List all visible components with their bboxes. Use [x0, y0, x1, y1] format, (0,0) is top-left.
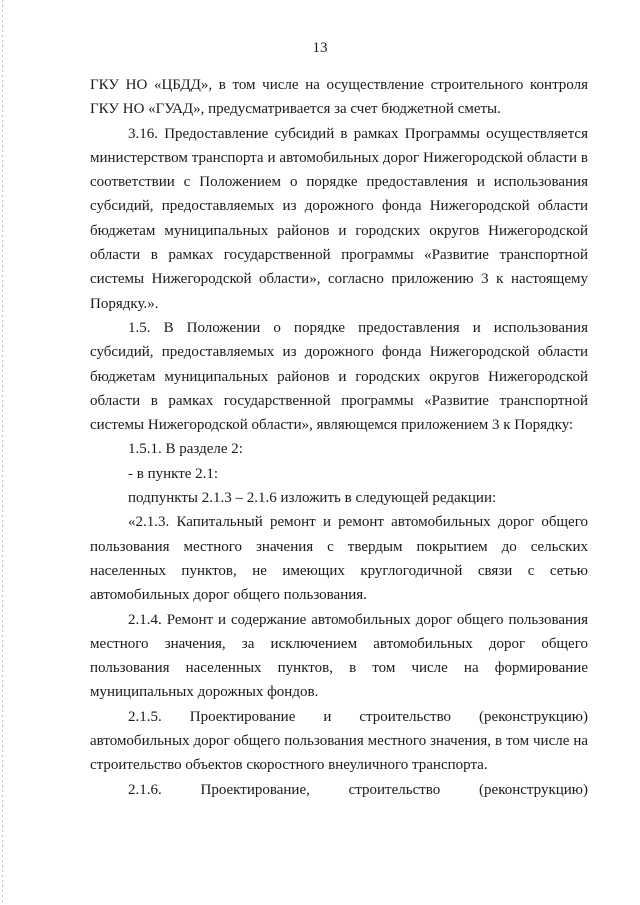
- paragraph-subpoints: подпункты 2.1.3 – 2.1.6 изложить в следующей редакции:: [128, 490, 497, 507]
- paragraph-continuation: ГКУ НО «ЦБДД», в том числе на осуществление строительного контроля ГКУ НО «ГУАД», предусматривается за счет бюджетной сметы.: [90, 77, 588, 118]
- paragraph-point-2-1: - в пункте 2.1:: [128, 465, 219, 482]
- paragraph-2-1-6: 2.1.6. Проектирование, строительство (реконструкцию): [128, 781, 588, 798]
- paragraph-2-1-3: «2.1.3. Капитальный ремонт и ремонт автомобильных дорог общего пользования местного значения с твердым покрытием до сельских населенных пунктов, не имеющих круглогодичной связи с сетью автомобильных дорог общего пользования.: [90, 514, 588, 604]
- paragraph-3-16: 3.16. Предоставление субсидий в рамках Программы осуществляется министерством транспорта и автомобильных дорог Нижегородской области в соответствии с Положением о порядке предоставления и использования субсидий, предоставляемых из дорожного фонда Нижегородской области бюджетам муниципальных районов и городских округов Нижегородской области в рамках государственной программы «Развитие транспортной системы Нижегородской области», согласно приложению 3 к настоящему Порядку.».: [90, 125, 588, 312]
- paragraph-1-5-1: 1.5.1. В разделе 2:: [128, 441, 243, 458]
- page-number: 13: [312, 40, 328, 56]
- scan-edge: [2, 0, 3, 905]
- paragraph-2-1-4: 2.1.4. Ремонт и содержание автомобильных дорог общего пользования местного значения, за исключением автомобильных дорог общего пользования населенных пунктов, в том числе на формирование муниципальных дорожных фондов.: [90, 611, 588, 701]
- paragraph-2-1-5: 2.1.5. Проектирование и строительство (реконструкцию) автомобильных дорог общего пользования местного значения, в том числе на строительство объектов скоростного внеуличного транспорта.: [90, 708, 588, 774]
- document-body: [90, 73, 588, 802]
- paragraph-1-5: 1.5. В Положении о порядке предоставления и использования субсидий, предоставляемых из дорожного фонда Нижегородской области бюджетам муниципальных районов и городских округов Нижегородской области в рамках государственной программы «Развитие транспортной системы Нижегородской области», являющемся приложением 3 к Порядку:: [90, 319, 588, 434]
